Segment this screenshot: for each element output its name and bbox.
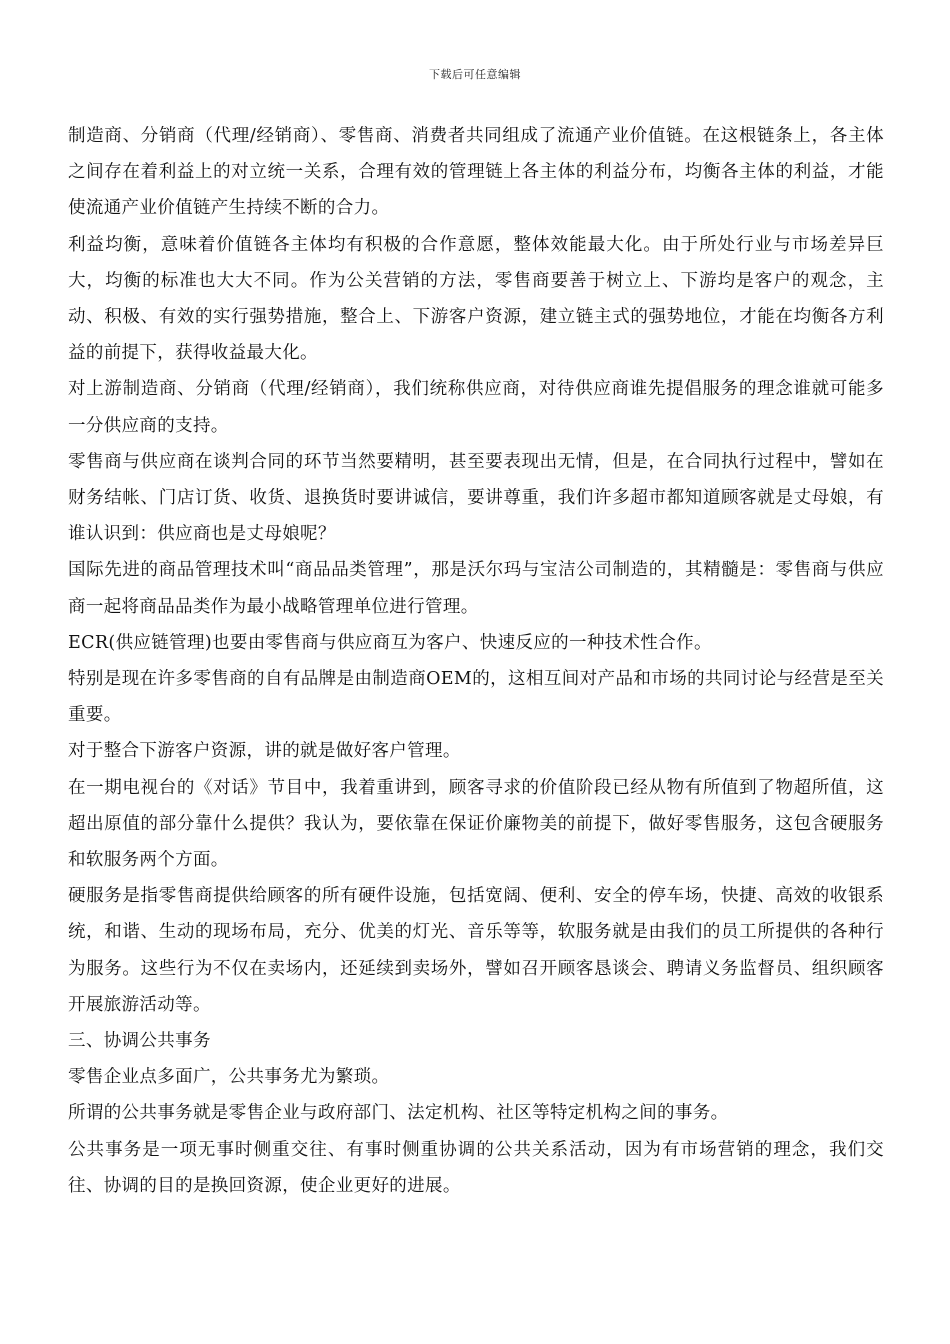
page-header: 下载后可任意编辑 [429,68,521,81]
paragraph-10: 硬服务是指零售商提供给顾客的所有硬件设施，包括宽阔、便利、安全的停车场，快捷、高效的收银系统，和谐、生动的现场布局，充分、优美的灯光、音乐等等，软服务就是由我们的员工所提供的各种行为服务。这些行为不仅在卖场内，还延续到卖场外，譬如召开顾客恳谈会、聘请义务监督员、组织顾客开展旅游活动等。 [68,886,884,1015]
section-heading: 三、协调公共事务 [68,1031,211,1052]
paragraph-4: 零售商与供应商在谈判合同的环节当然要精明，甚至要表现出无情，但是，在合同执行过程中，譬如在财务结帐、门店订货、收货、退换货时要讲诚信，要讲尊重，我们许多超市都知道顾客就是丈母娘，有谁认识到：供应商也是丈母娘呢？ [68,451,884,545]
paragraph-8: 对于整合下游客户资源，讲的就是做好客户管理。 [68,741,461,762]
paragraph-9: 在一期电视台的《对话》节目中，我着重讲到，顾客寻求的价值阶段已经从物有所值到了物超所值，这超出原值的部分靠什么提供？我认为，要依靠在保证价廉物美的前提下，做好零售服务，这包含硬服务和软服务两个方面。 [68,777,884,871]
paragraph-14: 公共事务是一项无事时侧重交往、有事时侧重协调的公共关系活动，因为有市场营销的理念，我们交往、协调的目的是换回资源，使企业更好的进展。 [68,1139,884,1196]
paragraph-13: 所谓的公共事务就是零售企业与政府部门、法定机构、社区等特定机构之间的事务。 [68,1103,729,1124]
paragraph-5: 国际先进的商品管理技术叫“商品品类管理”，那是沃尔玛与宝洁公司制造的，其精髓是：零售商与供应商一起将商品品类作为最小战略管理单位进行管理。 [68,560,884,617]
paragraph-12: 零售企业点多面广，公共事务尤为繁琐。 [68,1067,390,1088]
document-body [68,118,884,1204]
paragraph-2: 利益均衡，意味着价值链各主体均有积极的合作意愿，整体效能最大化。由于所处行业与市场差异巨大，均衡的标准也大大不同。作为公关营销的方法，零售商要善于树立上、下游均是客户的观念，主动、积极、有效的实行强势措施，整合上、下游客户资源，建立链主式的强势地位，才能在均衡各方利益的前提下，获得收益最大化。 [68,234,884,364]
paragraph-1: 制造商、分销商（代理/经销商）、零售商、消费者共同组成了流通产业价值链。在这根链条上，各主体之间存在着利益上的对立统一关系，合理有效的管理链上各主体的利益分布，均衡各主体的利益，才能使流通产业价值链产生持续不断的合力。 [68,126,884,219]
paragraph-6: ECR(供应链管理)也要由零售商与供应商互为客户、快速反应的一种技术性合作。 [68,632,712,653]
paragraph-7: 特别是现在许多零售商的自有品牌是由制造商OEM的，这相互间对产品和市场的共同讨论与经营是至关重要。 [68,669,884,726]
paragraph-3: 对上游制造商、分销商（代理/经销商），我们统称供应商，对待供应商谁先提倡服务的理念谁就可能多一分供应商的支持。 [68,379,884,436]
